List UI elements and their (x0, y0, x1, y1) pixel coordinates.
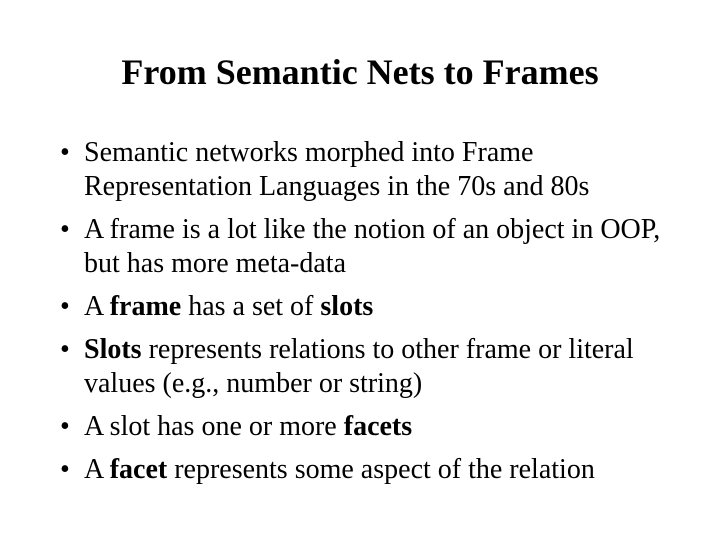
bullet-icon: • (60, 411, 70, 442)
bullet-text: Slots represents relations to other frame or literal values (e.g., number or string) (84, 334, 634, 399)
bullet-text: Semantic networks morphed into Frame Representation Languages in the 70s and 80s (84, 137, 590, 202)
bold-term: facets (343, 411, 413, 442)
bold-term: facet (109, 454, 168, 485)
bullet-list (60, 136, 700, 496)
bullet-item (60, 453, 700, 487)
bullet-icon: • (60, 214, 70, 245)
bold-term: Slots (84, 334, 142, 365)
bullet-item (60, 333, 700, 401)
bullet-item (60, 213, 700, 281)
bullet-text: A slot has one or more facets (84, 411, 413, 442)
bullet-icon: • (60, 334, 70, 365)
bullet-item (60, 290, 700, 324)
bullet-icon: • (60, 291, 70, 322)
bullet-text: A frame has a set of slots (84, 291, 374, 322)
slide-title: From Semantic Nets to Frames (121, 52, 599, 92)
bold-term: frame (109, 291, 182, 322)
bullet-item (60, 136, 700, 204)
bullet-item (60, 410, 700, 444)
bullet-text: A facet represents some aspect of the relation (84, 454, 595, 485)
bullet-icon: • (60, 137, 70, 168)
bold-term: slots (320, 291, 374, 322)
bullet-text: A frame is a lot like the notion of an object in OOP, but has more meta-data (84, 214, 661, 279)
bullet-icon: • (60, 454, 70, 485)
